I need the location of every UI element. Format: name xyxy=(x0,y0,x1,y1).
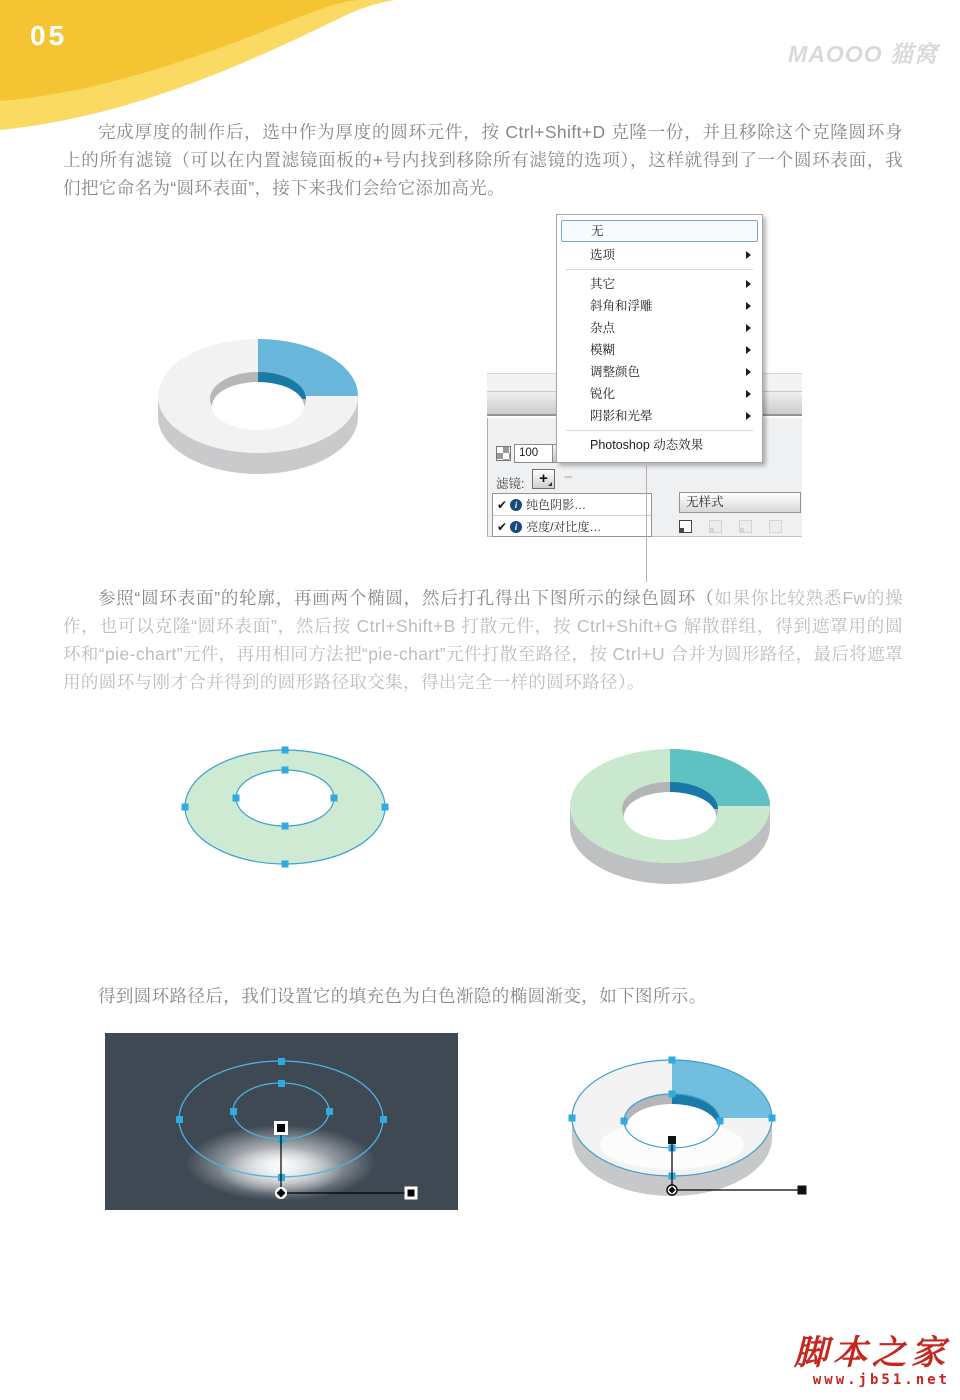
submenu-arrow-icon xyxy=(746,302,751,310)
filters-label: 滤镜: xyxy=(496,477,525,491)
submenu-arrow-icon xyxy=(746,412,751,420)
opacity-input[interactable]: 100 xyxy=(514,444,554,463)
menu-item-none[interactable]: 无 xyxy=(561,220,758,242)
submenu-arrow-icon xyxy=(746,324,751,332)
gradient-edit-canvas-image xyxy=(105,1033,458,1210)
filter-dropdown-menu xyxy=(556,214,763,463)
menu-item-shadow-glow[interactable]: 阴影和光晕 xyxy=(557,405,762,427)
info-icon[interactable]: i xyxy=(510,521,522,533)
paragraph-2: 参照“圆环表面”的轮廓，再画两个椭圆，然后打孔得出下图所示的绿色圆环（如果你比较熟悉Fw的操作，也可以克隆“圆环表面”，然后按 Ctrl+Shift+B 打散元件，按 Ctrl+Shift+G 解散群组，得到遮罩用的圆环和“pie-chart”元件，再用相同方法把“pie-chart”元件打散至路径，按 Ctrl+U 合并为圆形路径，最后将遮罩用的圆环与刚才合并得到的圆形路径取交集，得出完全一样的圆环路径）。 xyxy=(63,588,903,692)
submenu-arrow-icon xyxy=(746,280,751,288)
green-donut-image xyxy=(562,738,782,890)
site-name: 脚本之家 xyxy=(794,1333,950,1373)
paragraph-1: 完成厚度的制作后，选中作为厚度的圆环元件，按 Ctrl+Shift+D 克隆一份，并且移除这个克隆圆环身上的所有滤镜（可以在内置滤镜面板的+号内找到移除所有滤镜的选项），这样就得到了一个圆环表面，我们把它命名为“圆环表面”，接下来我们会给它添加高光。 xyxy=(63,122,903,198)
new-style-icon[interactable] xyxy=(679,520,692,533)
add-filter-button[interactable]: + xyxy=(532,469,555,489)
menu-item-sharpen[interactable]: 锐化 xyxy=(557,383,762,405)
style-dropdown[interactable]: 无样式 xyxy=(679,492,801,513)
submenu-arrow-icon xyxy=(746,251,751,259)
menu-item-blur[interactable]: 模糊 xyxy=(557,339,762,361)
check-icon[interactable]: ✔ xyxy=(497,519,508,534)
disabled-style-icon xyxy=(769,520,782,533)
paragraph-3: 得到圆环路径后，我们设置它的填充色为白色渐隐的椭圆渐变，如下图所示。 xyxy=(98,986,707,1006)
gradient-center-handle[interactable] xyxy=(668,1136,676,1144)
disabled-style-icon xyxy=(739,520,752,533)
menu-item-other[interactable]: 其它 xyxy=(557,273,762,295)
submenu-arrow-icon xyxy=(746,368,751,376)
gradient-center-handle[interactable] xyxy=(274,1121,288,1135)
site-url: www.jb51.net xyxy=(812,1372,950,1388)
applied-filters-list xyxy=(492,493,652,537)
page-number: 05 xyxy=(30,20,68,51)
menu-separator xyxy=(566,269,753,270)
site-logo xyxy=(690,1333,950,1388)
menu-item-bevel-emboss[interactable]: 斜角和浮雕 xyxy=(557,295,762,317)
filter-list-item[interactable]: ✔ i 亮度/对比度… xyxy=(493,515,651,537)
menu-separator xyxy=(566,430,753,431)
remove-filter-button[interactable]: − xyxy=(564,469,573,486)
filter-list-item[interactable]: ✔ i 纯色阴影… xyxy=(497,497,587,512)
menu-item-noise[interactable]: 杂点 xyxy=(557,317,762,339)
gradient-end-handle[interactable] xyxy=(798,1186,807,1195)
gradient-start-handle[interactable] xyxy=(275,1187,287,1199)
menu-item-photoshop-live-effects[interactable]: Photoshop 动态效果 xyxy=(590,438,704,452)
opacity-swatch-icon[interactable] xyxy=(496,446,511,461)
panel-divider xyxy=(646,466,647,582)
style-toolbar xyxy=(679,520,782,533)
green-ring-path-image xyxy=(180,740,395,875)
menu-item-adjust-color[interactable]: 调整颜色 xyxy=(557,361,762,383)
submenu-arrow-icon xyxy=(746,346,751,354)
donut-gradient-image xyxy=(556,1040,816,1200)
gradient-start-handle[interactable] xyxy=(667,1185,677,1195)
gradient-end-handle[interactable] xyxy=(405,1187,418,1200)
info-icon[interactable]: i xyxy=(510,499,522,511)
submenu-arrow-icon xyxy=(746,390,751,398)
brand-logo: MAOOO 猫窝 xyxy=(788,41,938,67)
donut-surface-image xyxy=(150,328,370,480)
check-icon[interactable]: ✔ xyxy=(497,497,508,512)
menu-item-options[interactable]: 选项 xyxy=(557,244,762,266)
disabled-style-icon xyxy=(709,520,722,533)
add-filter-corner-icon xyxy=(548,482,552,486)
